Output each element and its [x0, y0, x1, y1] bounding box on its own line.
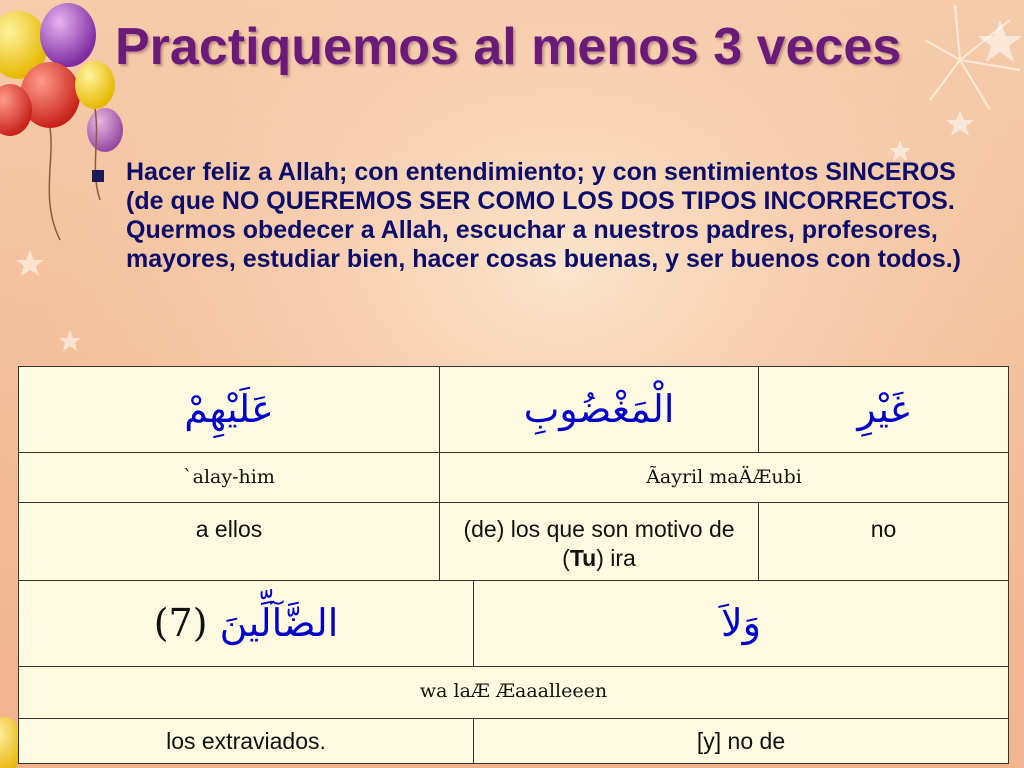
gloss-los-que-son-motivo — [440, 503, 759, 581]
gloss-a-ellos: a ellos — [19, 503, 440, 581]
bullet-item — [92, 158, 972, 274]
arabic-word-maghdubi: الْمَغْضُوبِ — [440, 367, 759, 453]
translit-ghayril-maghdubi: Ãayril maÄÆubi — [440, 453, 1009, 503]
gloss-los-extraviados: los extraviados. — [19, 719, 474, 764]
gloss-y-no-de: [y] no de — [474, 719, 1009, 764]
verse-number: (7) — [153, 601, 208, 645]
gloss-part: (de) los que son motivo de ( — [463, 516, 735, 571]
table-row — [19, 581, 1009, 667]
arabic-daallin-text: الضَّآلِّينَ — [219, 601, 339, 645]
arabic-word-ghayri: غَيْرِ — [759, 367, 1009, 453]
gloss-no: no — [759, 503, 1009, 581]
bullet-square-icon — [92, 170, 104, 182]
translit-alayhim: `alay-him — [19, 453, 440, 503]
bullet-text: Hacer feliz a Allah; con entendimiento; y con sentimientos SINCEROS (de que NO QUEREMOS SER COMO LOS DOS TIPOS INCORRECTOS. Quermos obedecer a Allah, escuchar a nuestros padres, profesores, mayores, estudiar bien, hacer cosas buenas, y ser buenos con todos.) — [126, 158, 961, 273]
table-row — [19, 719, 1009, 764]
table-row — [19, 367, 1009, 453]
translit-wala-daallin: wa laÆ Æaaalleeen — [19, 667, 1009, 719]
table-row — [19, 453, 1009, 503]
slide-title: Practiquemos al menos 3 veces — [115, 18, 902, 76]
arabic-word-alayhim: عَلَيْهِمْ — [19, 367, 440, 453]
table-row — [19, 503, 1009, 581]
gloss-tu: Tu — [569, 545, 597, 571]
arabic-word-wala: وَلاَ — [474, 581, 1009, 667]
gloss-part: ) ira — [596, 545, 636, 571]
table-row — [19, 667, 1009, 719]
arabic-word-daallin — [19, 581, 474, 667]
phrase-table — [18, 366, 1009, 764]
